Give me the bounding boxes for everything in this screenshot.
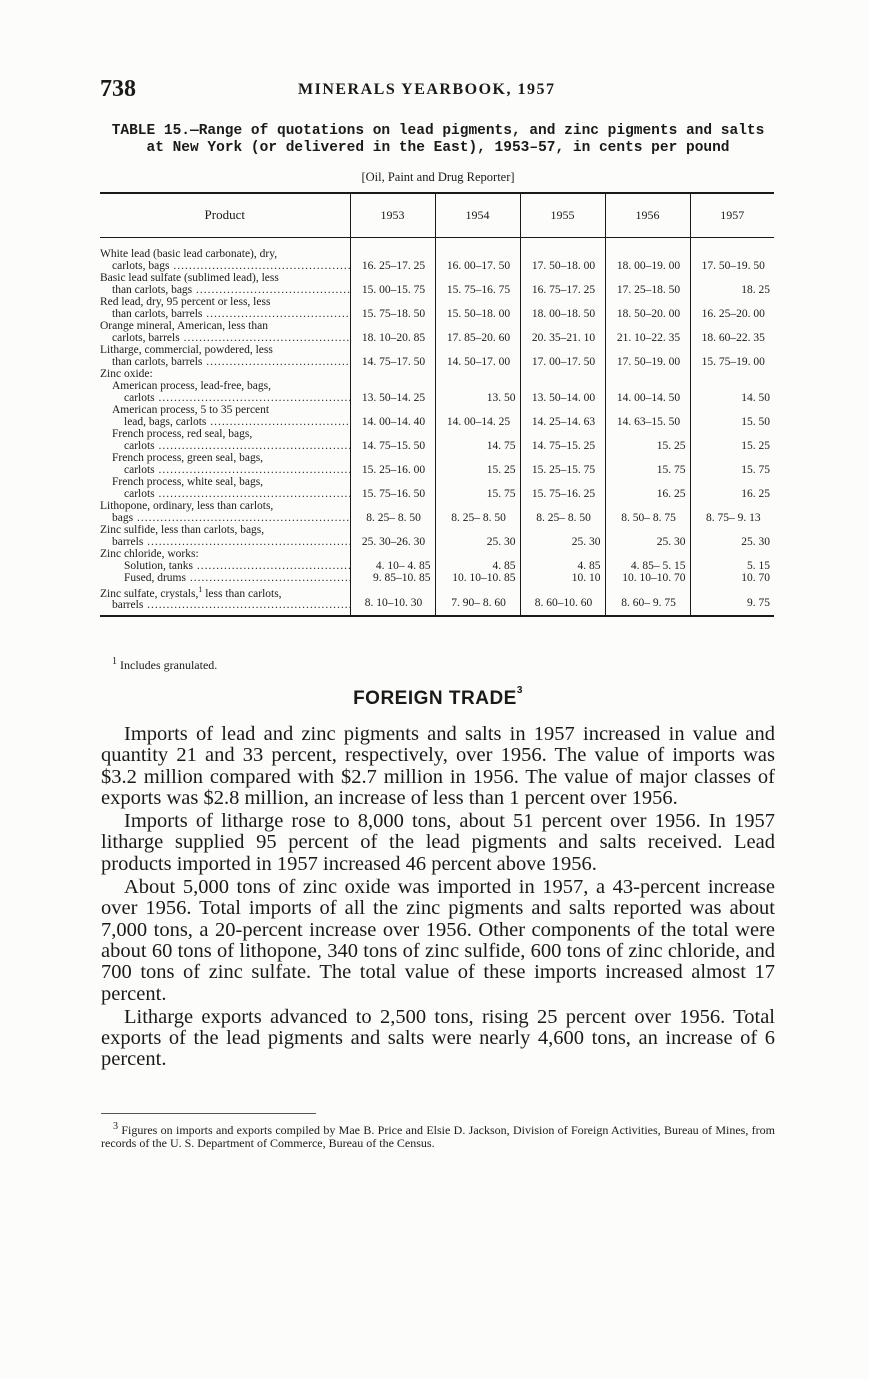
product-cell [100,344,350,368]
empty-cell [520,368,605,380]
value-cell: 14. 50 [690,380,774,404]
value-cell: 14. 75–15. 25 [520,428,605,452]
value-cell [605,560,690,584]
value-cell: 14. 75–15. 50 [350,428,435,452]
product-label-line: barrels ..... [100,599,350,611]
value-cell: 16. 25 [690,476,774,500]
table-row [100,380,774,404]
footnote-text: Includes granulated. [120,658,218,672]
value-cell [690,560,774,584]
product-cell [100,500,350,524]
value-cell: 15. 25–16. 00 [350,452,435,476]
value-cell: 15. 50–18. 00 [435,296,520,320]
table-row [100,428,774,452]
value-cell: 14. 25–14. 63 [520,404,605,428]
value-cell: 18. 00–19. 00 [605,248,690,272]
value-line: 5. 15 [747,559,770,572]
table-row [100,404,774,428]
product-label-line: carlots ..... [100,440,350,452]
value-line: 4. 10– 4. 85 [375,559,431,572]
value-cell: 15. 75–18. 50 [350,296,435,320]
value-cell: 8. 10–10. 30 [350,584,435,617]
value-cell: 17. 50–18. 00 [520,248,605,272]
value-cell: 25. 30 [435,524,520,548]
value-cell: 17. 25–18. 50 [605,272,690,296]
value-cell: 16. 75–17. 25 [520,272,605,296]
product-label-text: less than carlots, [202,587,282,600]
empty-cell [435,368,520,380]
product-label-line: White lead (basic lead carbonate), dry, [100,247,278,260]
empty-cell [350,368,435,380]
group-label: Zinc chloride, works: [100,547,199,560]
table-caption-line-1: TABLE 15.—Range of quotations on lead pigments, and zinc pigments and salts [111,123,765,139]
section-title: FOREIGN TRADE [353,688,517,709]
table-footnote [112,656,217,673]
value-cell: 14. 75–17. 50 [350,344,435,368]
value-cell: 8. 75– 9. 13 [690,500,774,524]
table-caption [100,123,776,157]
table-body [100,237,774,616]
value-cell: 8. 50– 8. 75 [605,500,690,524]
table-row [100,500,774,524]
value-cell: 15. 75–16. 50 [350,476,435,500]
product-cell [100,404,350,428]
value-cell: 18. 60–22. 35 [690,320,774,344]
value-cell: 17. 00–17. 50 [520,344,605,368]
value-cell: 8. 60–10. 60 [520,584,605,617]
product-label-line: than carlots, barrels ..... [100,308,350,320]
value-cell: 7. 90– 8. 60 [435,584,520,617]
section-heading [100,684,776,710]
product-cell [100,428,350,452]
product-label-line: French process, green seal, bags, [112,451,264,464]
column-header: 1957 [690,193,774,237]
product-label-line: Red lead, dry, 95 percent or less, less [100,295,271,308]
paragraph: About 5,000 tons of zinc oxide was imported in 1957, a 43-percent increase over 1956. Total imports of all the zinc pigments and salts reported was about 7,000 tons, a 20-percent increase over 1956. Other components of the total were about 60 tons of lithopone, 340 tons of zinc sulfide, 600 tons of zinc chloride, and 700 tons of zinc sulfate. The total value of these imports increased almost 17 percent. [101,876,775,1005]
value-cell: 8. 60– 9. 75 [605,584,690,617]
table-row [100,320,774,344]
table-row [100,272,774,296]
footnote-ref: 1 [198,584,203,594]
product-label-line: carlots ..... [100,464,350,476]
product-label-line: than carlots, barrels ..... [100,356,350,368]
value-cell: 18. 00–18. 50 [520,296,605,320]
empty-cell [690,368,774,380]
product-cell [100,452,350,476]
group-label: Zinc oxide: [100,367,153,380]
value-cell: 13. 50–14. 25 [350,380,435,404]
value-cell [350,560,435,584]
value-cell: 15. 50 [690,404,774,428]
value-cell: 14. 00–14. 40 [350,404,435,428]
column-header: 1953 [350,193,435,237]
value-cell: 16. 25 [605,476,690,500]
value-cell: 18. 50–20. 00 [605,296,690,320]
product-label-line: bags ..... [100,512,350,524]
value-cell: 17. 50–19. 00 [605,344,690,368]
product-label-line: carlots, bags ..... [100,260,350,272]
product-label-text: Zinc sulfate, crystals, [100,587,199,600]
value-cell: 25. 30–26. 30 [350,524,435,548]
value-cell: 17. 50–19. 50 [690,248,774,272]
value-cell [520,560,605,584]
value-cell: 15. 75 [605,452,690,476]
product-label-line: Lithopone, ordinary, less than carlots, [100,499,274,512]
product-label-line: carlots, barrels ..... [100,332,350,344]
product-label-line: carlots ..... [100,392,350,404]
product-label-line: than carlots, bags ..... [100,284,350,296]
value-cell: 15. 25 [435,452,520,476]
value-cell: 18. 10–20. 85 [350,320,435,344]
value-cell: 8. 25– 8. 50 [435,500,520,524]
footnote-rule [101,1113,316,1114]
footnote-mark: 1 [112,656,117,667]
value-cell: 15. 75 [690,452,774,476]
value-cell: 14. 63–15. 50 [605,404,690,428]
value-cell: 25. 30 [605,524,690,548]
product-cell [100,380,350,404]
product-cell [100,476,350,500]
product-cell [100,248,350,272]
product-cell [100,584,350,617]
column-header: 1954 [435,193,520,237]
table-row [100,452,774,476]
section-footnote-body [101,1120,775,1150]
product-label-line: Litharge, commercial, powdered, less [100,343,273,356]
running-head [100,76,774,106]
page-number: 738 [100,76,136,102]
table-row [100,344,774,368]
footnote-mark: 3 [113,1121,118,1132]
value-cell: 15. 75–19. 00 [690,344,774,368]
value-cell: 21. 10–22. 35 [605,320,690,344]
product-label-line: barrels ..... [100,536,350,548]
value-cell: 15. 25 [690,428,774,452]
product-cell [100,296,350,320]
value-line: 10. 10 [571,571,601,584]
product-cell [100,272,350,296]
product-label-line: Fused, drums ..... [100,572,350,584]
value-cell: 14. 00–14. 50 [605,380,690,404]
empty-cell [435,548,520,560]
value-cell: 14. 75 [435,428,520,452]
product-cell [100,320,350,344]
product-cell [100,368,350,380]
table-row [100,584,774,617]
value-line: 9. 85–10. 85 [373,571,431,584]
value-cell: 14. 50–17. 00 [435,344,520,368]
product-label-line: Basic lead sulfate (sublimed lead), less [100,271,279,284]
value-cell: 25. 30 [520,524,605,548]
value-line: 4. 85 [492,559,516,572]
value-cell: 15. 75 [435,476,520,500]
value-cell: 25. 30 [690,524,774,548]
table-header-row [100,193,774,237]
product-label-line [100,584,350,600]
empty-cell [520,548,605,560]
value-cell: 13. 50–14. 00 [520,380,605,404]
value-line: 10. 10–10. 85 [452,571,516,584]
section-footnote [101,1120,775,1150]
paragraph: Litharge exports advanced to 2,500 tons, rising 25 percent over 1956. Total exports of the lead pigments and salts were nearly 4,600 tons, an increase of 6 percent. [101,1005,775,1071]
product-label-line: Orange mineral, American, less than [100,319,268,332]
product-label-line: French process, white seal, bags, [112,475,264,488]
value-cell [435,560,520,584]
value-cell: 15. 25–15. 75 [520,452,605,476]
product-label-line: lead, bags, carlots ..... [100,416,350,428]
product-label-line: Zinc sulfide, less than carlots, bags, [100,523,265,536]
column-header: 1955 [520,193,605,237]
paragraph: Imports of litharge rose to 8,000 tons, about 51 percent over 1956. In 1957 litharge supplied 95 percent of the lead pigments and salts received. Lead products imported in 1957 increased 46 percent above 1956. [101,810,775,875]
product-cell [100,560,350,584]
product-label-line: American process, 5 to 35 percent [112,403,270,416]
table-row [100,524,774,548]
product-label-line: French process, red seal, bags, [112,427,253,440]
empty-cell [350,548,435,560]
table-row [100,560,774,584]
body-text [101,724,775,1073]
value-cell: 20. 35–21. 10 [520,320,605,344]
value-cell: 18. 25 [690,272,774,296]
value-cell: 16. 00–17. 50 [435,248,520,272]
running-title: MINERALS YEARBOOK, 1957 [298,81,556,98]
value-cell: 17. 85–20. 60 [435,320,520,344]
value-cell: 15. 75–16. 25 [520,476,605,500]
product-label-line: carlots ..... [100,488,350,500]
value-cell: 13. 50 [435,380,520,404]
table-caption-line-2: at New York (or delivered in the East), 1953–57, in cents per pound [146,140,730,156]
value-cell: 15. 75–16. 75 [435,272,520,296]
value-line: 10. 10–10. 70 [622,571,686,584]
column-header: Product [100,193,350,237]
value-line: 10. 70 [741,571,770,584]
product-cell [100,548,350,560]
column-header: 1956 [605,193,690,237]
value-cell: 16. 25–20. 00 [690,296,774,320]
empty-cell [605,548,690,560]
value-line: 4. 85– 5. 15 [630,559,686,572]
table-row [100,248,774,272]
table-group-row [100,548,774,560]
table-source: [Oil, Paint and Drug Reporter] [361,170,515,184]
table-row [100,296,774,320]
paragraph: Imports of lead and zinc pigments and salts in 1957 increased in value and quantity 21 and 33 percent, respectively, over 1956. The value of imports was $3.2 million compared with $2.7 million in 1956. The value of major classes of exports was $2.8 million, an increase of less than 1 percent over 1956. [101,723,775,809]
product-cell [100,524,350,548]
quotations-table [100,192,774,617]
footnote-text: Figures on imports and exports compiled by Mae B. Price and Elsie D. Jackson, Division of Foreign Activities, Bureau of Mines, from records of the U. S. Department of Commerce, Bureau of the Census. [101,1123,775,1150]
section-footnote-mark: 3 [516,684,523,696]
value-line: 4. 85 [577,559,601,572]
value-cell: 15. 25 [605,428,690,452]
product-label-line: American process, lead-free, bags, [112,379,272,392]
empty-cell [605,368,690,380]
product-label-line: Solution, tanks ..... [100,560,350,572]
value-cell: 16. 25–17. 25 [350,248,435,272]
value-cell: 14. 00–14. 25 [435,404,520,428]
value-cell: 8. 25– 8. 50 [350,500,435,524]
value-cell: 9. 75 [690,584,774,617]
empty-cell [690,548,774,560]
value-cell: 8. 25– 8. 50 [520,500,605,524]
table-row [100,476,774,500]
value-cell: 15. 00–15. 75 [350,272,435,296]
table-group-row [100,368,774,380]
